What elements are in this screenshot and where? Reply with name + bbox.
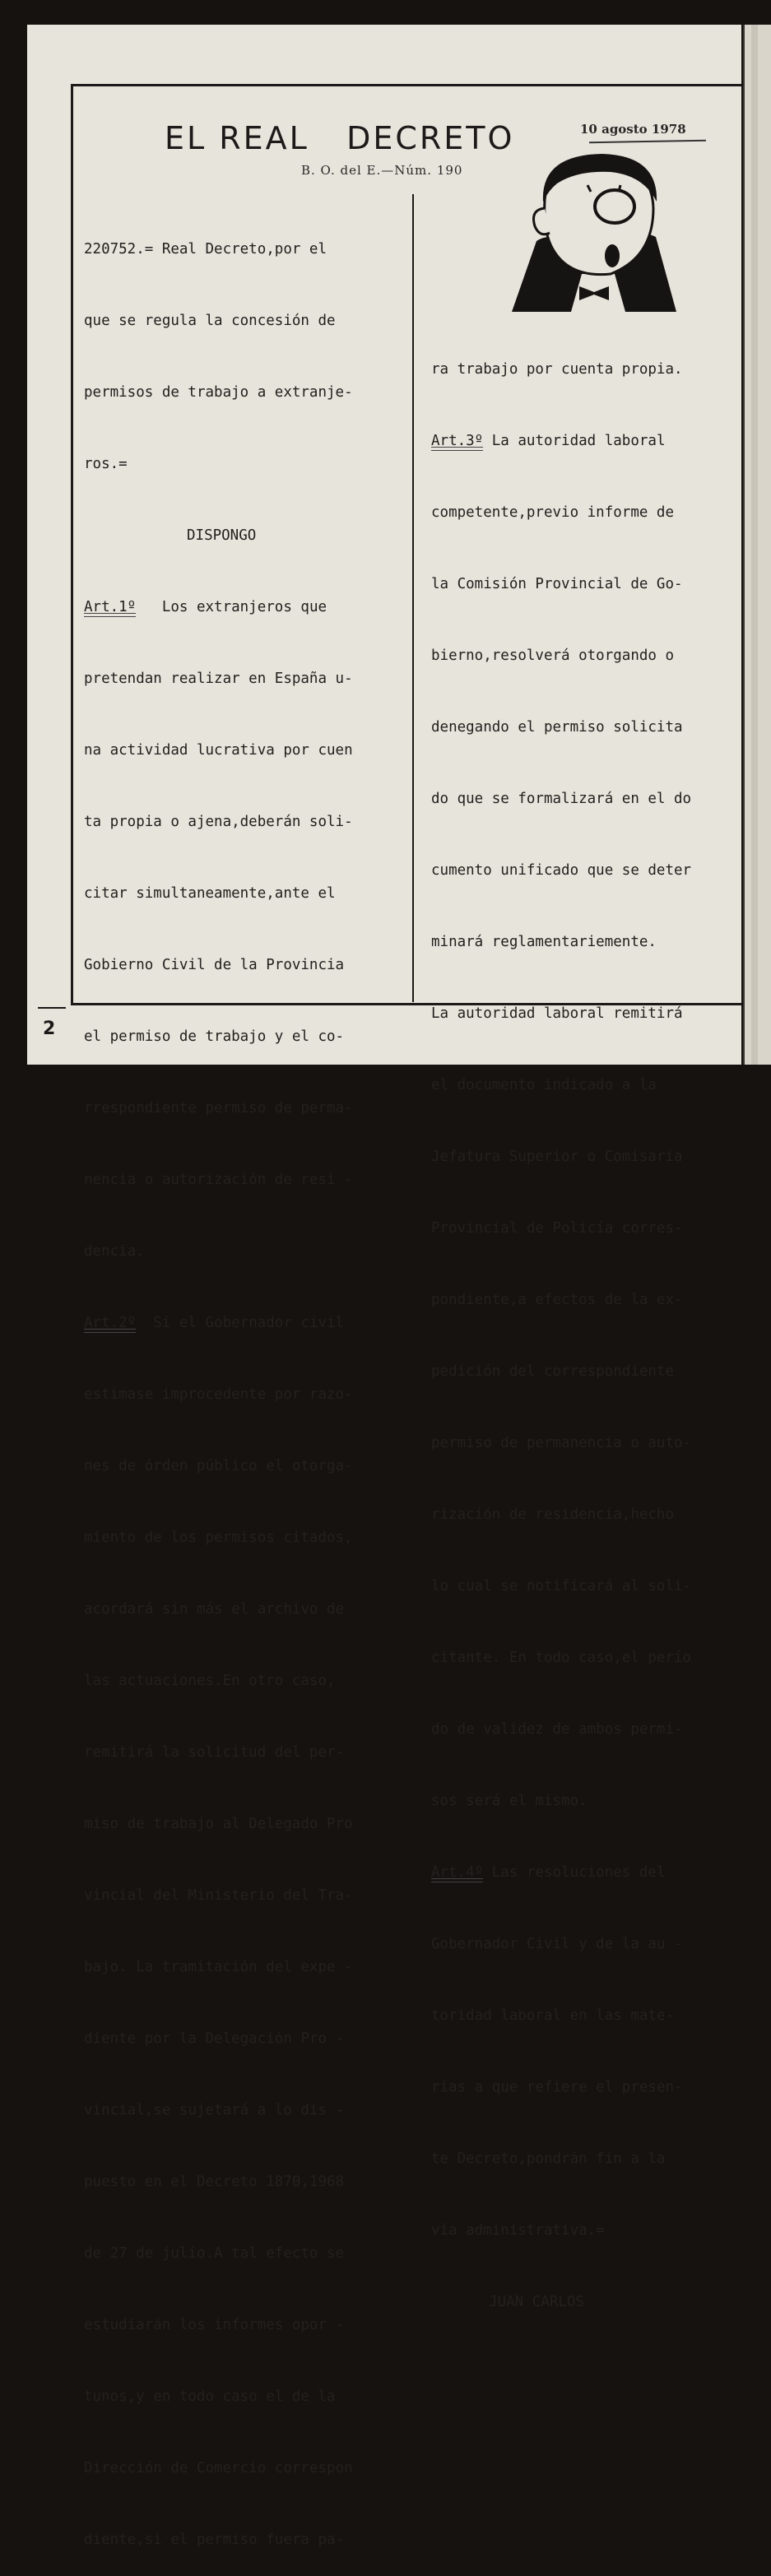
right-column (431, 310, 691, 2338)
text-line: citante. En todo caso,el perío (431, 1650, 692, 1666)
text-line: vincial,se sujetará a lo dis - (84, 2102, 345, 2119)
left-column (84, 190, 353, 2576)
text-line: na actividad lucrativa por cuen (84, 742, 353, 759)
text-line: miento de los permisos citados, (84, 1529, 353, 1546)
text-line: permiso de permanencia o auto- (431, 1435, 692, 1451)
text-line: la Comisión Provincial de Go- (431, 576, 683, 592)
article-1-label: Art.1º (84, 596, 136, 620)
text-line: lo cual se notificará al soli- (431, 1578, 692, 1594)
text-line: citar simultaneamente,ante el (84, 885, 336, 902)
text-line: do que se formalizará en el do (431, 791, 692, 807)
text-line: cumento unificado que se deter (431, 862, 692, 879)
text-line: dencia. (84, 1243, 145, 1260)
page-number: 2 (43, 1019, 56, 1039)
text-line: ta propia o ajena,deberán soli- (84, 814, 353, 830)
text-line: La autoridad laboral remitirá (431, 1005, 683, 1022)
text-line: do de validez de ambos permi- (431, 1721, 683, 1738)
text-line: vía administrativa.= (431, 2222, 605, 2239)
text-line: permisos de trabajo a extranje- (84, 384, 353, 401)
text-line: bajo. La tramitación del expe - (84, 1959, 353, 1975)
article-3-label: Art.3º (431, 429, 483, 453)
article-4-label: Art.4º (431, 1861, 483, 1885)
adjacent-page-edge (743, 25, 771, 1065)
text-line: el documento indicado a la (431, 1077, 657, 1093)
text-line: ros.= (84, 456, 128, 472)
text-line (431, 429, 691, 453)
text-line: te Decreto,pondrán fin a la (431, 2151, 666, 2167)
text-line: Provincial de Policía corres- (431, 1220, 683, 1237)
dispongo-heading: DISPONGO (187, 527, 257, 544)
text-line: 220752.= Real Decreto,por el (84, 241, 327, 258)
text-line: el permiso de trabajo y el co- (84, 1028, 345, 1045)
text-fragment: La autoridad laboral (491, 433, 666, 449)
text-line: denegando el permiso solicita (431, 719, 683, 736)
text-line: Gobierno Civil de la Provincia (84, 957, 345, 973)
text-line (84, 596, 353, 620)
text-line: nes de órden público el otorga- (84, 1458, 353, 1474)
boe-reference: B. O. del E.—Núm. 190 (301, 163, 463, 178)
text-line: que se regula la concesión de (84, 313, 336, 329)
page-number-rule (38, 1007, 66, 1009)
text-line: remitirá la solicitud del per- (84, 1744, 345, 1761)
text-line: sos será el mismo. (431, 1793, 588, 1809)
text-line: toridad laboral en las mate- (431, 2007, 675, 2024)
text-line: de 27 de julio.A tal efecto se (84, 2245, 345, 2262)
cartoon-caricature-illustration (512, 151, 676, 312)
text-line: las actuaciones.En otro caso, (84, 1673, 336, 1689)
text-line: minará reglamentariemente. (431, 934, 657, 950)
text-line: acordará sin más el archivo de (84, 1601, 345, 1618)
text-line: rización de residencia,hecho (431, 1506, 675, 1523)
text-line: rias a que refiere el presen- (431, 2079, 683, 2096)
text-fragment: Los extranjeros que (161, 599, 327, 615)
column-divider (412, 194, 414, 1002)
text-line: Dirección de Comercio correspon (84, 2460, 353, 2476)
text-line: estudiarán los informes opor - (84, 2317, 345, 2333)
text-line: vincial del Ministerio del Tra- (84, 1887, 353, 1904)
text-line: competente,previo informe de (431, 504, 675, 521)
text-line: puesto en el Decreto 1870,1968 (84, 2174, 345, 2190)
text-line: nencia o autorización de resi - (84, 1172, 353, 1188)
text-line: pondiente,a efectos de la ex- (431, 1292, 683, 1308)
signature: JUAN CARLOS (489, 2294, 584, 2310)
text-line: diente,si el permiso fuera pa- (84, 2532, 345, 2548)
text-line: pretendan realizar en España u- (84, 671, 353, 687)
text-fragment: Si el Gobernador civil (153, 1315, 345, 1331)
text-line: Gobernador Civil y de la au - (431, 1936, 683, 1952)
text-line: tunos,y en todo caso el de la (84, 2388, 336, 2405)
text-line: Jefatura Superior o Comisaría (431, 1149, 683, 1165)
text-line: estimase improcedente por razo- (84, 1386, 353, 1403)
text-line: miso de trabajo al Delegado Pro (84, 1816, 353, 1832)
text-line: diente por la Delegación Pro - (84, 2031, 345, 2047)
text-line: pedición del correspondiente (431, 1363, 675, 1380)
article-2-label: Art.2º (84, 1311, 136, 1335)
text-fragment: Las resoluciones del (491, 1864, 666, 1881)
text-line (431, 1861, 691, 1885)
date-label: 10 agosto 1978 (580, 122, 686, 137)
text-line: bierno,resolverá otorgando o (431, 647, 675, 664)
text-line: ra trabajo por cuenta propia. (431, 361, 683, 378)
text-line: rrespondiente permiso de perma- (84, 1100, 353, 1116)
page-title: EL REAL DECRETO (165, 120, 515, 156)
text-line (84, 1311, 353, 1335)
